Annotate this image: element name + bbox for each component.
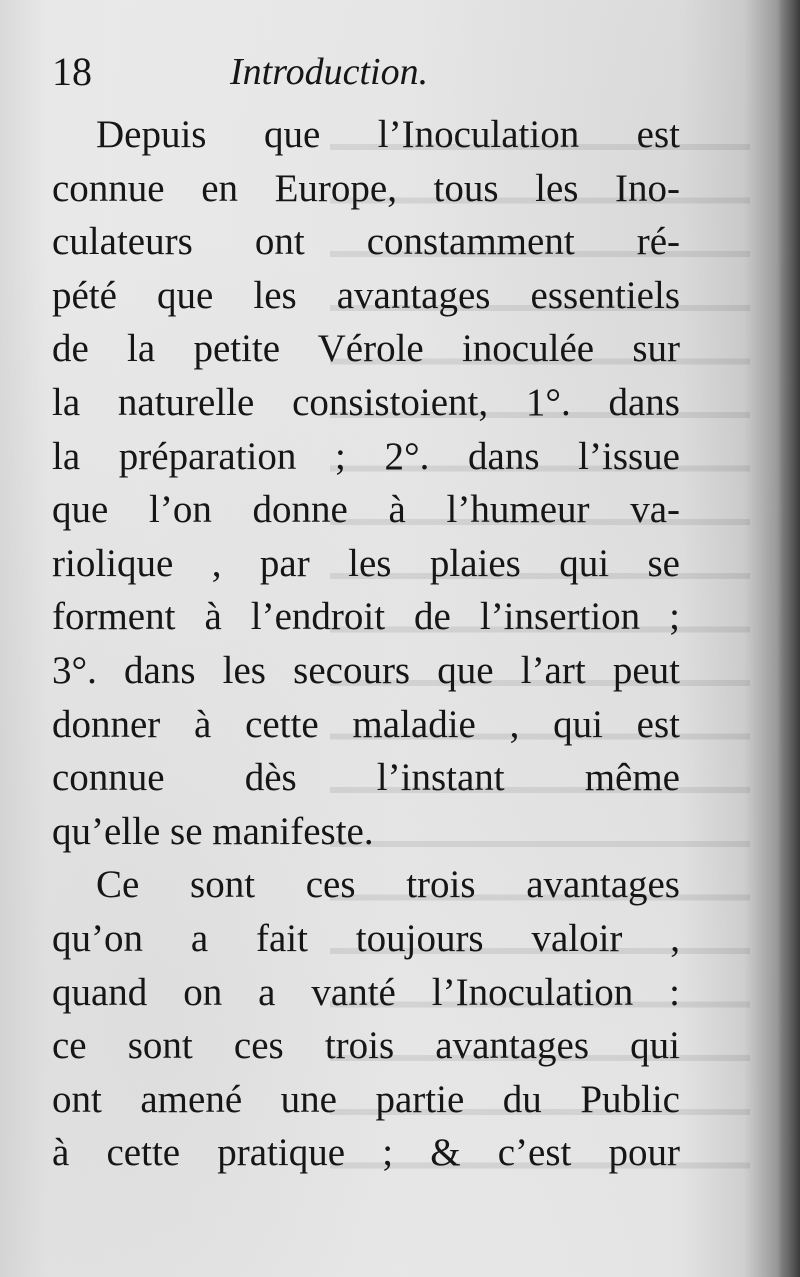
text-line: connue dès l’instant même xyxy=(52,756,680,800)
text-line: pété que les avantages essentiels xyxy=(52,273,680,317)
body-text xyxy=(52,108,680,1180)
text-line: qu’elle se manifeste. xyxy=(52,809,374,853)
text-line: 3°. dans les secours que l’art peut xyxy=(52,648,680,692)
text-line: ont amené une partie du Public xyxy=(52,1077,680,1121)
text-line: qu’on a fait toujours valoir , xyxy=(52,916,680,960)
text-line: la naturelle consistoient, 1°. dans xyxy=(52,380,680,424)
page-gutter-shadow xyxy=(778,0,800,1277)
text-line: connue en Europe, tous les Ino- xyxy=(52,166,680,210)
text-line: ce sont ces trois avantages qui xyxy=(52,1024,680,1068)
page-number: 18 xyxy=(52,49,92,94)
text-line: riolique , par les plaies qui se xyxy=(52,541,680,585)
text-line: de la petite Vérole inoculée sur xyxy=(52,327,680,371)
text-line: Depuis que l’Inoculation est xyxy=(96,113,680,156)
text-line: à cette pratique ; & c’est pour xyxy=(52,1131,680,1175)
running-head xyxy=(52,48,472,96)
text-line: forment à l’endroit de l’insertion ; xyxy=(52,595,680,639)
running-title: Introduction. xyxy=(230,51,429,93)
text-line: culateurs ont constamment ré- xyxy=(52,220,680,264)
text-line: que l’on donne à l’humeur va- xyxy=(52,488,680,532)
text-line: donner à cette maladie , qui est xyxy=(52,702,680,746)
text-line: quand on a vanté l’Inoculation : xyxy=(52,970,680,1014)
text-line: la préparation ; 2°. dans l’issue xyxy=(52,434,680,478)
text-line: Ce sont ces trois avantages xyxy=(96,863,680,907)
